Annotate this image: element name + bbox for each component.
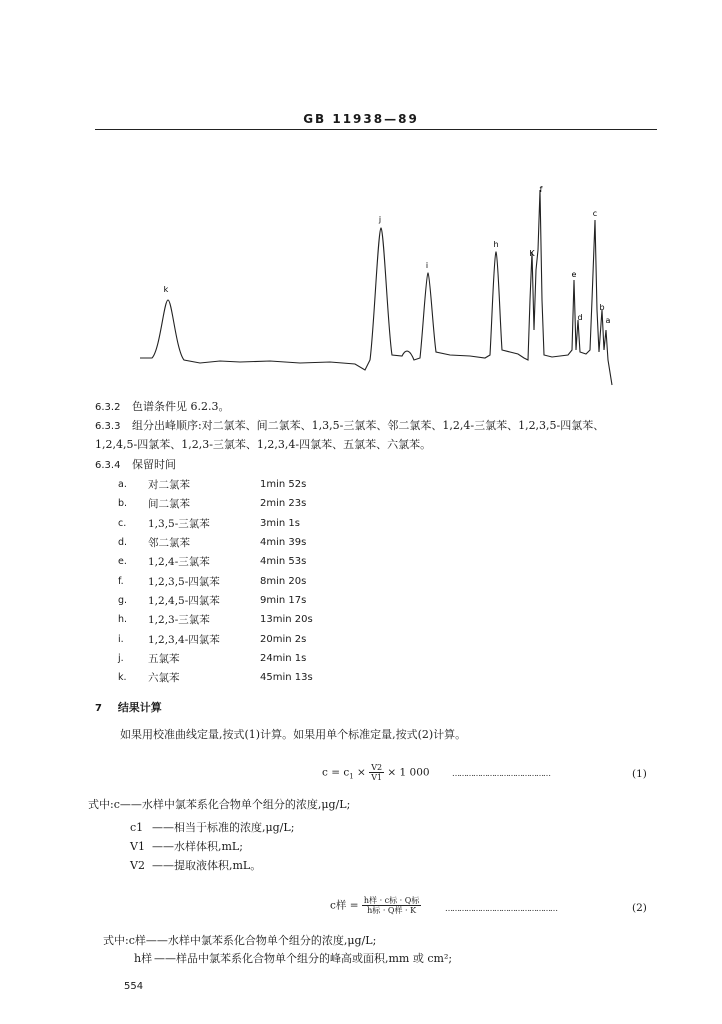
retention-time: 9min 17s	[260, 594, 307, 606]
eq1-fraction	[369, 763, 384, 782]
compound-name: 1,2,3,5-四氯苯	[148, 575, 220, 588]
retention-key: f.	[118, 575, 124, 587]
page-number: 554	[124, 981, 144, 992]
chromatogram-trace	[140, 190, 612, 385]
retention-row	[118, 494, 313, 513]
eq2-tag: (2)	[632, 902, 647, 914]
section-number: 6.3.4	[95, 460, 121, 471]
eq2-lhs: c样 =	[330, 899, 359, 912]
compound-name: 六氯苯	[148, 672, 180, 685]
where-desc: ——相当于标准的浓度,μg/L;	[152, 821, 295, 834]
retention-key: b.	[118, 498, 128, 510]
section-title: 保留时间	[131, 458, 176, 471]
intro-paragraph: 如果用校准曲线定量,按式(1)计算。如果用单个标准定量,按式(2)计算。	[120, 728, 467, 741]
section-6-3-4	[95, 457, 176, 474]
equation-2	[330, 896, 421, 915]
peak-label-k: k	[163, 285, 169, 294]
section-number: 6.3.2	[95, 402, 121, 413]
header-rule	[95, 129, 657, 130]
where-desc: ——水样中氯苯系化合物单个组分的浓度,μg/L;	[145, 934, 377, 947]
eq2-fraction	[362, 896, 421, 915]
retention-row	[118, 629, 313, 648]
where-symbol: V1	[130, 840, 145, 853]
eq1-fraction-den: V1	[371, 773, 383, 782]
peak-label-K: K	[529, 249, 535, 258]
retention-row	[118, 610, 313, 629]
retention-time: 20min 2s	[260, 633, 307, 645]
compound-name: 五氯苯	[148, 652, 180, 665]
document-header: GB 11938—89	[303, 112, 419, 126]
where1-row-1	[130, 820, 294, 836]
section-number: 6.3.3	[95, 421, 121, 432]
where-desc: ——水样中氯苯系化合物单个组分的浓度,μg/L;	[119, 798, 351, 811]
section-6-3-2	[95, 399, 229, 416]
compound-name: 1,2,3-三氯苯	[148, 614, 210, 627]
retention-key: j.	[118, 652, 124, 664]
compound-name: 对二氯苯	[148, 479, 190, 492]
retention-row	[118, 475, 313, 494]
retention-time: 4min 39s	[260, 537, 307, 549]
eq1-sub: 1	[349, 772, 354, 781]
section-text-line1: 组分出峰顺序:对二氯苯、间二氯苯、1,3,5-三氯苯、邻二氯苯、1,2,4-三氯苯、1,2,3,5-四氯苯、	[131, 419, 605, 432]
chromatogram-figure	[140, 180, 630, 390]
where-symbol: V2	[130, 859, 145, 872]
peak-label-h: h	[493, 240, 499, 249]
where-desc: ——提取液体积,mL。	[152, 859, 262, 872]
retention-key: a.	[118, 479, 127, 491]
peak-label-b: b	[599, 303, 605, 312]
retention-time: 1min 52s	[260, 479, 307, 491]
retention-row	[118, 514, 313, 533]
eq2-fraction-den: h标 · Q样 · K	[367, 906, 417, 915]
retention-time: 24min 1s	[260, 652, 307, 664]
eq2-fraction-num: h样 · c标 · Q标	[363, 896, 420, 905]
eq1-times: ×	[353, 766, 370, 779]
where2-row-1	[134, 951, 452, 967]
eq1-lhs: c = c	[322, 766, 350, 779]
retention-time: 13min 20s	[260, 614, 313, 626]
eq2-dots: …………………………………………	[445, 904, 557, 913]
peak-label-d: d	[577, 313, 583, 322]
section-text: 色谱条件见 6.2.3。	[131, 400, 230, 413]
retention-time: 8min 20s	[260, 575, 307, 587]
section-6-3-3	[95, 418, 604, 435]
retention-time: 2min 23s	[260, 498, 307, 510]
retention-key: d.	[118, 537, 128, 549]
equation-1	[322, 763, 430, 782]
retention-row	[118, 668, 313, 687]
where1-row-2	[130, 839, 243, 855]
retention-time: 4min 53s	[260, 556, 307, 568]
compound-name: 间二氯苯	[148, 498, 190, 511]
compound-name: 1,2,3,4-四氯苯	[148, 633, 220, 646]
peak-label-j: j	[378, 215, 382, 224]
section-title: 结果计算	[117, 701, 162, 714]
retention-key: c.	[118, 517, 127, 529]
eq1-fraction-num: V2	[371, 763, 383, 772]
compound-name: 1,3,5-三氯苯	[148, 517, 210, 530]
where-symbol: c1	[130, 821, 144, 834]
compound-name: 邻二氯苯	[148, 537, 190, 550]
retention-row	[118, 649, 313, 668]
section-7	[95, 700, 162, 717]
eq1-tag: (1)	[632, 768, 647, 780]
retention-key: g.	[118, 594, 128, 606]
retention-key: i.	[118, 633, 124, 645]
where-desc: ——样品中氯苯系化合物单个组分的峰高或面积,mm 或 cm²;	[154, 952, 453, 965]
peak-label-a: a	[605, 316, 611, 325]
section-text-line2: 1,2,4,5-四氯苯、1,2,3-三氯苯、1,2,3,4-四氯苯、五氯苯、六氯苯。	[95, 438, 432, 451]
retention-key: e.	[118, 556, 127, 568]
retention-row	[118, 533, 313, 552]
retention-row	[118, 552, 313, 571]
where-desc: ——水样体积,mL;	[152, 840, 243, 853]
where1-row-3	[130, 858, 261, 874]
where-symbol: 式中:c	[88, 798, 120, 811]
retention-time-table	[118, 475, 313, 687]
retention-time: 45min 13s	[260, 672, 313, 684]
where-symbol: 式中:c样	[103, 934, 146, 947]
compound-name: 1,2,4,5-四氯苯	[148, 594, 220, 607]
peak-label-e: e	[571, 270, 577, 279]
eq1-rest: × 1 000	[384, 766, 430, 779]
peak-label-c: c	[592, 209, 598, 218]
peak-label-f: f	[539, 185, 543, 194]
retention-key: h.	[118, 614, 128, 626]
retention-key: k.	[118, 672, 127, 684]
where1-row-0	[88, 797, 350, 813]
where-symbol: h样	[134, 952, 153, 965]
retention-row	[118, 571, 313, 590]
peak-label-i: i	[425, 261, 429, 270]
eq1-dots: ……………………………………	[452, 769, 550, 778]
compound-name: 1,2,4-三氯苯	[148, 556, 210, 569]
retention-time: 3min 1s	[260, 517, 300, 529]
where2-row-0	[103, 933, 376, 949]
section-number: 7	[95, 703, 102, 714]
retention-row	[118, 591, 313, 610]
